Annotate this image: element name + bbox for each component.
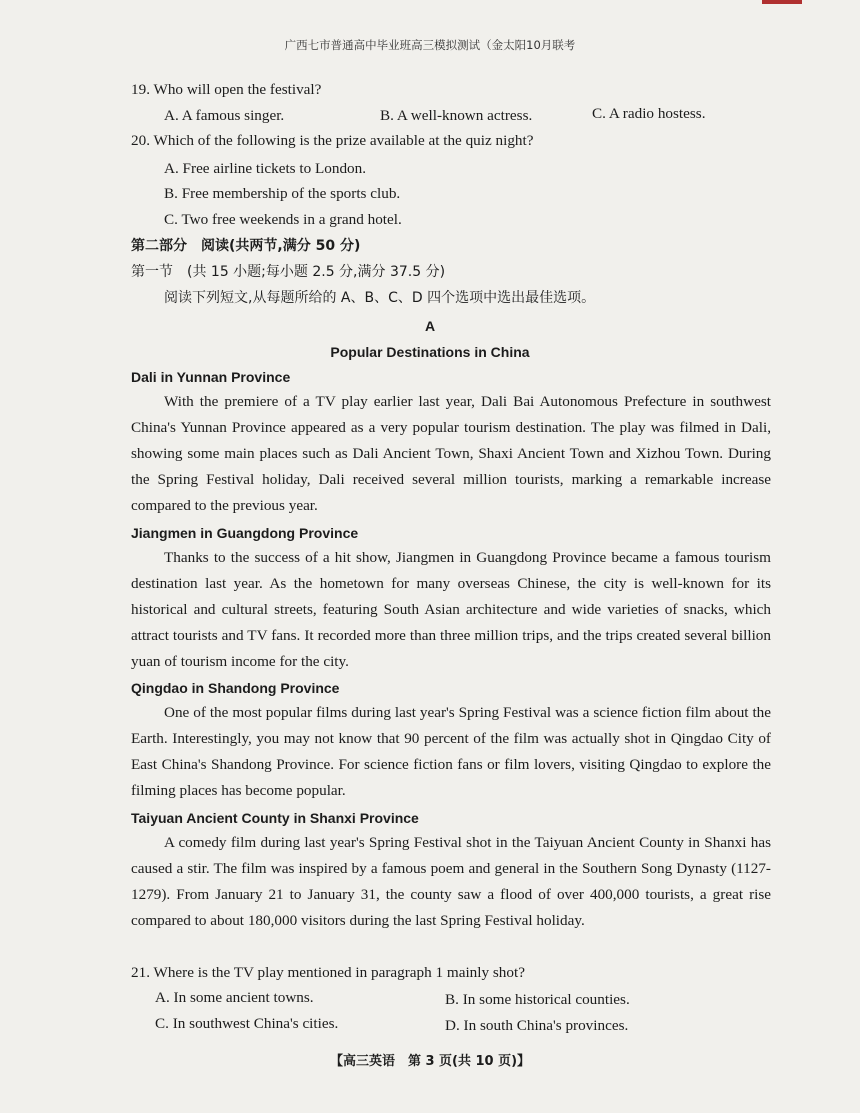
passage-label: A [424,318,436,334]
q19-stem: 19. Who will open the festival? [131,81,322,98]
section-one-heading: 第一节 (共 15 小题;每小题 2.5 分,满分 37.5 分) [131,264,446,280]
q19-option-a: A. A famous singer. [164,107,285,124]
dali-heading: Dali in Yunnan Province [131,369,291,385]
taiyuan-heading: Taiyuan Ancient County in Shanxi Province [131,810,419,826]
reading-instruction: 阅读下列短文,从每题所给的 A、B、C、D 四个选项中选出最佳选项。 [164,290,596,306]
q21-option-d: D. In south China's provinces. [445,1017,629,1034]
part-two-heading: 第二部分 阅读(共两节,满分 50 分) [131,238,361,254]
qingdao-paragraph: One of the most popular films during last year's Spring Festival was a science fiction film about the Earth. Interestingly, you may not know that 90 percent of the film was actually shot in Qingdao City of East China's Shandong Province. For science fiction fans or film lovers, visiting Qingdao to explore the filming places has become popular. [131,704,771,799]
page-header: 广西七市普通高中毕业班高三模拟测试（金太阳10月联考 [284,38,576,52]
dali-paragraph: With the premiere of a TV play earlier last year, Dali Bai Autonomous Prefecture in southwest China's Yunnan Province appeared as a very popular tourism destination. The play was filmed in Dali, showing some main places such as Dali Ancient Town, Shaxi Ancient Town and Xizhou Town. During the Spring Festival holiday, Dali received several million tourists, marking a remarkable increase compared to the previous year. [131,393,771,514]
q21-option-c: C. In southwest China's cities. [155,1015,339,1032]
taiyuan-paragraph: A comedy film during last year's Spring Festival shot in the Taiyuan Ancient County in Shanxi has caused a stir. The film was inspired by a famous poem and general in the Southern Song Dynasty (1127-1279). From January 21 to January 31, the county saw a flood of over 400,000 tourists, a great rise compared to about 180,000 visitors during the last Spring Festival holiday. [131,834,771,929]
q20-option-a: A. Free airline tickets to London. [164,160,367,177]
q20-stem: 20. Which of the following is the prize available at the quiz night? [131,132,534,149]
q20-option-b: B. Free membership of the sports club. [164,185,401,202]
q21-option-a: A. In some ancient towns. [155,989,314,1006]
q21-stem: 21. Where is the TV play mentioned in paragraph 1 mainly shot? [131,964,525,981]
page-footer: 【高三英语 第 3 页(共 10 页)】 [329,1054,531,1069]
q19-option-c: C. A radio hostess. [592,105,706,122]
q19-option-b: B. A well-known actress. [380,107,533,124]
jiangmen-paragraph: Thanks to the success of a hit show, Jiangmen in Guangdong Province became a famous tourism destination last year. As the hometown for many overseas Chinese, the city is well-known for its historical and cultural streets, featuring South Asian architecture and wide varieties of snacks, which attract tourists and TV fans. It recorded more than three million trips, and the trips created several billion yuan of tourism income for the city. [131,549,771,670]
q21-option-b: B. In some historical counties. [445,991,630,1008]
q20-option-c: C. Two free weekends in a grand hotel. [164,211,402,228]
qingdao-heading: Qingdao in Shandong Province [131,680,340,696]
jiangmen-heading: Jiangmen in Guangdong Province [131,525,359,541]
corner-mark [762,0,802,4]
passage-title: Popular Destinations in China [330,344,530,360]
